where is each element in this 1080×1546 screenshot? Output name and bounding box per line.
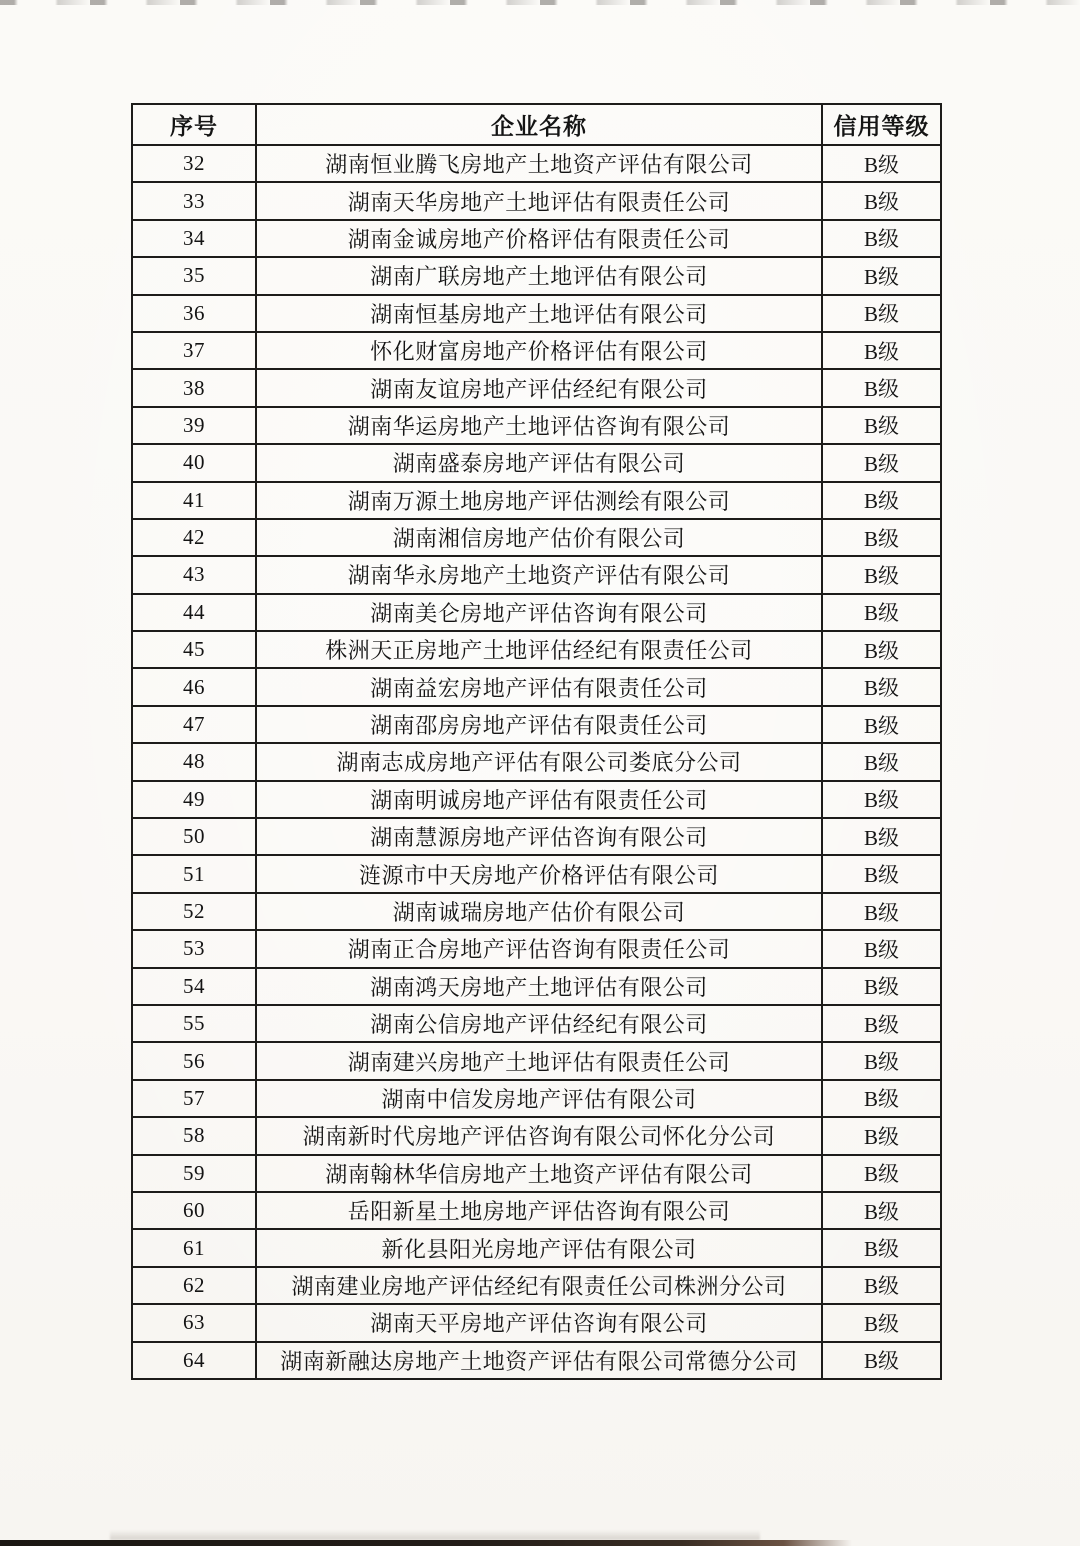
serial-cell: 46 (132, 668, 256, 705)
company-name-cell: 岳阳新星土地房地产评估咨询有限公司 (256, 1192, 822, 1229)
serial-cell: 53 (132, 930, 256, 967)
company-name-cell: 湖南慧源房地产评估咨询有限公司 (256, 818, 822, 855)
table-row (132, 893, 941, 930)
rating-cell: B级 (822, 668, 941, 705)
company-name-cell: 湖南翰林华信房地产土地资产评估有限公司 (256, 1155, 822, 1192)
serial-cell: 44 (132, 594, 256, 631)
table-row (132, 930, 941, 967)
rating-cell: B级 (822, 220, 941, 257)
rating-cell: B级 (822, 706, 941, 743)
table-row (132, 631, 941, 668)
serial-cell: 41 (132, 482, 256, 519)
rating-cell: B级 (822, 1155, 941, 1192)
credit-rating-table (131, 103, 942, 1380)
company-name-cell: 湖南中信发房地产评估有限公司 (256, 1080, 822, 1117)
serial-cell: 50 (132, 818, 256, 855)
table-header-row (132, 104, 941, 145)
company-name-cell: 湖南明诚房地产评估有限责任公司 (256, 781, 822, 818)
scan-artifact-bottom-smudge (110, 1530, 760, 1540)
table-row (132, 519, 941, 556)
rating-cell: B级 (822, 332, 941, 369)
company-name-cell: 新化县阳光房地产评估有限公司 (256, 1229, 822, 1266)
scan-artifact-bottom-edge (0, 1540, 852, 1546)
rating-cell: B级 (822, 1304, 941, 1341)
rating-cell: B级 (822, 818, 941, 855)
table-body (132, 145, 941, 1379)
table-row (132, 182, 941, 219)
table-row (132, 855, 941, 892)
table-row (132, 556, 941, 593)
serial-cell: 55 (132, 1005, 256, 1042)
table-row (132, 668, 941, 705)
company-name-cell: 湖南华永房地产土地资产评估有限公司 (256, 556, 822, 593)
serial-cell: 59 (132, 1155, 256, 1192)
rating-cell: B级 (822, 855, 941, 892)
serial-cell: 56 (132, 1042, 256, 1079)
serial-cell: 48 (132, 743, 256, 780)
table-row (132, 1267, 941, 1304)
table-row (132, 706, 941, 743)
rating-cell: B级 (822, 1342, 941, 1379)
serial-cell: 36 (132, 295, 256, 332)
serial-cell: 51 (132, 855, 256, 892)
table-row (132, 1229, 941, 1266)
table-row (132, 1155, 941, 1192)
company-name-cell: 湖南华运房地产土地评估咨询有限公司 (256, 407, 822, 444)
table-row (132, 1080, 941, 1117)
company-name-cell: 湖南金诚房地产价格评估有限责任公司 (256, 220, 822, 257)
rating-cell: B级 (822, 1042, 941, 1079)
company-name-cell: 湖南诚瑞房地产估价有限公司 (256, 893, 822, 930)
serial-cell: 47 (132, 706, 256, 743)
serial-cell: 43 (132, 556, 256, 593)
company-name-cell: 湖南盛泰房地产评估有限公司 (256, 444, 822, 481)
table-row (132, 369, 941, 406)
company-name-cell: 湖南公信房地产评估经纪有限公司 (256, 1005, 822, 1042)
rating-cell: B级 (822, 1267, 941, 1304)
serial-cell: 39 (132, 407, 256, 444)
serial-cell: 37 (132, 332, 256, 369)
table-row (132, 1304, 941, 1341)
table-row (132, 1005, 941, 1042)
rating-cell: B级 (822, 145, 941, 182)
rating-cell: B级 (822, 444, 941, 481)
column-header-credit-rating: 信用等级 (822, 104, 941, 145)
company-name-cell: 湖南新时代房地产评估咨询有限公司怀化分公司 (256, 1117, 822, 1154)
serial-cell: 38 (132, 369, 256, 406)
rating-cell: B级 (822, 893, 941, 930)
rating-cell: B级 (822, 1080, 941, 1117)
table-row (132, 594, 941, 631)
company-name-cell: 湖南友谊房地产评估经纪有限公司 (256, 369, 822, 406)
table-row (132, 295, 941, 332)
table-row (132, 781, 941, 818)
serial-cell: 64 (132, 1342, 256, 1379)
table-row (132, 407, 941, 444)
company-name-cell: 湖南邵房房地产评估有限责任公司 (256, 706, 822, 743)
rating-cell: B级 (822, 369, 941, 406)
rating-cell: B级 (822, 482, 941, 519)
table-row (132, 1192, 941, 1229)
rating-cell: B级 (822, 182, 941, 219)
company-name-cell: 湖南万源土地房地产评估测绘有限公司 (256, 482, 822, 519)
serial-cell: 40 (132, 444, 256, 481)
company-name-cell: 湖南恒业腾飞房地产土地资产评估有限公司 (256, 145, 822, 182)
company-name-cell: 湖南建兴房地产土地评估有限责任公司 (256, 1042, 822, 1079)
serial-cell: 58 (132, 1117, 256, 1154)
serial-cell: 35 (132, 257, 256, 294)
company-name-cell: 株洲天正房地产土地评估经纪有限责任公司 (256, 631, 822, 668)
rating-cell: B级 (822, 930, 941, 967)
company-name-cell: 湖南广联房地产土地评估有限公司 (256, 257, 822, 294)
rating-cell: B级 (822, 556, 941, 593)
rating-cell: B级 (822, 295, 941, 332)
company-name-cell: 湖南鸿天房地产土地评估有限公司 (256, 968, 822, 1005)
scan-artifact-top-edge (0, 0, 1080, 5)
rating-cell: B级 (822, 1005, 941, 1042)
company-name-cell: 湖南美仑房地产评估咨询有限公司 (256, 594, 822, 631)
rating-cell: B级 (822, 781, 941, 818)
table-row (132, 743, 941, 780)
serial-cell: 52 (132, 893, 256, 930)
serial-cell: 54 (132, 968, 256, 1005)
column-header-company-name: 企业名称 (256, 104, 822, 145)
table-header (132, 104, 941, 145)
table-row (132, 1117, 941, 1154)
rating-cell: B级 (822, 257, 941, 294)
company-name-cell: 湖南志成房地产评估有限公司娄底分公司 (256, 743, 822, 780)
rating-cell: B级 (822, 1229, 941, 1266)
company-name-cell: 怀化财富房地产价格评估有限公司 (256, 332, 822, 369)
company-name-cell: 湖南益宏房地产评估有限责任公司 (256, 668, 822, 705)
serial-cell: 62 (132, 1267, 256, 1304)
company-name-cell: 湖南建业房地产评估经纪有限责任公司株洲分公司 (256, 1267, 822, 1304)
column-header-serial: 序号 (132, 104, 256, 145)
serial-cell: 34 (132, 220, 256, 257)
rating-cell: B级 (822, 594, 941, 631)
rating-cell: B级 (822, 968, 941, 1005)
table-row (132, 220, 941, 257)
serial-cell: 32 (132, 145, 256, 182)
serial-cell: 61 (132, 1229, 256, 1266)
rating-cell: B级 (822, 519, 941, 556)
company-name-cell: 湖南恒基房地产土地评估有限公司 (256, 295, 822, 332)
table-row (132, 257, 941, 294)
table-row (132, 1042, 941, 1079)
serial-cell: 45 (132, 631, 256, 668)
company-name-cell: 湖南新融达房地产土地资产评估有限公司常德分公司 (256, 1342, 822, 1379)
company-name-cell: 湖南正合房地产评估咨询有限责任公司 (256, 930, 822, 967)
table-row (132, 444, 941, 481)
rating-cell: B级 (822, 407, 941, 444)
company-name-cell: 湖南天平房地产评估咨询有限公司 (256, 1304, 822, 1341)
table-row (132, 482, 941, 519)
rating-cell: B级 (822, 1117, 941, 1154)
serial-cell: 63 (132, 1304, 256, 1341)
rating-cell: B级 (822, 631, 941, 668)
serial-cell: 57 (132, 1080, 256, 1117)
table-row (132, 1342, 941, 1379)
rating-cell: B级 (822, 1192, 941, 1229)
rating-cell: B级 (822, 743, 941, 780)
serial-cell: 49 (132, 781, 256, 818)
company-name-cell: 涟源市中天房地产价格评估有限公司 (256, 855, 822, 892)
serial-cell: 60 (132, 1192, 256, 1229)
table-row (132, 968, 941, 1005)
serial-cell: 42 (132, 519, 256, 556)
table-row (132, 818, 941, 855)
company-name-cell: 湖南湘信房地产估价有限公司 (256, 519, 822, 556)
table-row (132, 145, 941, 182)
serial-cell: 33 (132, 182, 256, 219)
company-name-cell: 湖南天华房地产土地评估有限责任公司 (256, 182, 822, 219)
table-row (132, 332, 941, 369)
